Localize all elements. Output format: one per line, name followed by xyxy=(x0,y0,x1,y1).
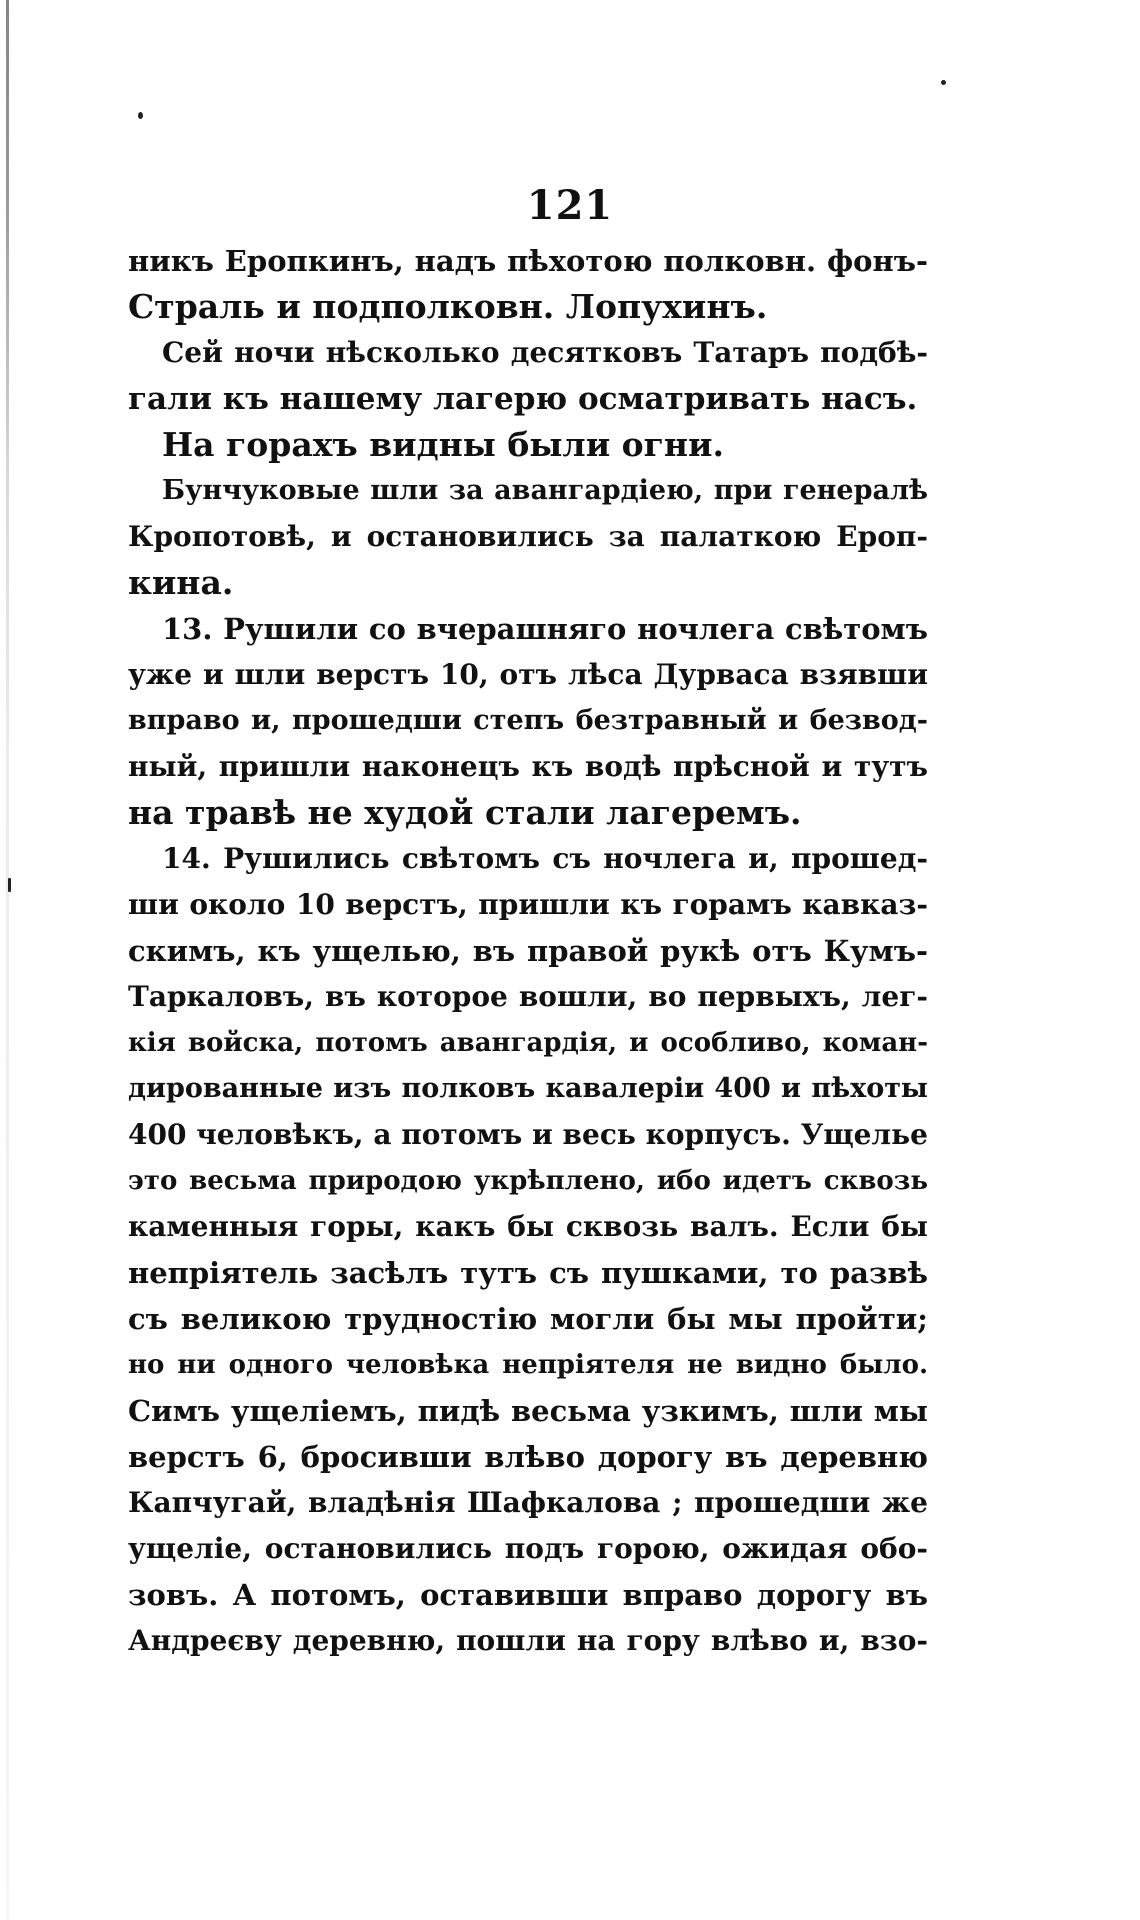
page-number: 121 xyxy=(526,182,614,229)
body-text xyxy=(128,238,928,1664)
text-line: ущеліе, остановились подъ горою, ожидая обо- xyxy=(128,1532,928,1565)
text-line: каменныя горы, какъ бы сквозь валъ. Если бы xyxy=(128,1210,928,1243)
text-line: зовъ. А потомъ, оставивши вправо дорогу въ xyxy=(128,1578,928,1612)
text-line: кія войска, потомъ авангардія, и особливо, коман- xyxy=(128,1028,928,1058)
text-line: съ великою трудностію могли бы мы пройти; xyxy=(128,1302,928,1336)
text-line: кина. xyxy=(128,563,234,602)
text-line: Капчугай, владѣнія Шафкалова ; прошедши же xyxy=(128,1486,928,1519)
text-line: вправо и, прошедши степъ безтравный и безвод- xyxy=(128,705,928,736)
speck-mark xyxy=(138,112,143,119)
text-line: верстъ 6, бросивши влѣво дорогу въ деревню xyxy=(128,1440,928,1474)
text-line: 13. Рушили со вчерашняго ночлега свѣтомъ xyxy=(162,612,928,646)
speck-mark xyxy=(8,878,11,892)
text-line: На горахъ видны были огни. xyxy=(162,425,725,464)
text-line: 14. Рушились свѣтомъ съ ночлега и, прошед- xyxy=(162,842,928,875)
text-line: Бунчуковые шли за авангардіею, при генералѣ xyxy=(162,475,928,506)
text-line: но ни одного человѣка непріятеля не видно было. xyxy=(128,1350,928,1380)
text-line: скимъ, къ ущелью, въ правой рукѣ отъ Кумъ- xyxy=(128,934,928,968)
text-line: Кропотовѣ, и остановились за палаткою Ероп- xyxy=(128,520,928,553)
text-line: на травѣ не худой стали лагеремъ. xyxy=(128,793,802,832)
text-line: дированные изъ полковъ кавалеріи 400 и пѣхоты xyxy=(128,1073,928,1104)
text-line: Андреєву деревню, пошли на гору влѣво и, взо- xyxy=(128,1624,928,1657)
text-line: уже и шли верстъ 10, отъ лѣса Дурваса взявши xyxy=(128,658,928,691)
text-line: Сей ночи нѣсколько десятковъ Татаръ подбѣ- xyxy=(162,336,928,369)
text-line: 400 человѣкъ, а потомъ и весь корпусъ. Ущелье xyxy=(128,1118,928,1151)
speck-mark xyxy=(941,80,946,85)
text-line: это весьма природою укрѣплено, ибо идетъ сквозь xyxy=(128,1166,928,1196)
text-line: Таркаловъ, въ которое вошли, во первыхъ, лег- xyxy=(128,980,928,1013)
text-line: Симъ ущеліемъ, пидѣ весьма узкимъ, шли мы xyxy=(128,1394,928,1428)
text-line: Страль и подполковн. Лопухинъ. xyxy=(128,287,768,326)
text-line: ши около 10 верстъ, пришли къ горамъ кавказ- xyxy=(128,888,928,921)
text-line: гали къ нашему лагерю осматривать насъ. xyxy=(128,381,918,417)
text-line: непріятель засѣлъ тутъ съ пушками, то развѣ xyxy=(128,1256,928,1290)
scan-edge-shadow xyxy=(6,0,9,1920)
text-line: ный, пришли наконецъ къ водѣ прѣсной и тутъ xyxy=(128,750,928,783)
text-line: никъ Еропкинъ, надъ пѣхотою полковн. фонъ- xyxy=(128,244,928,278)
